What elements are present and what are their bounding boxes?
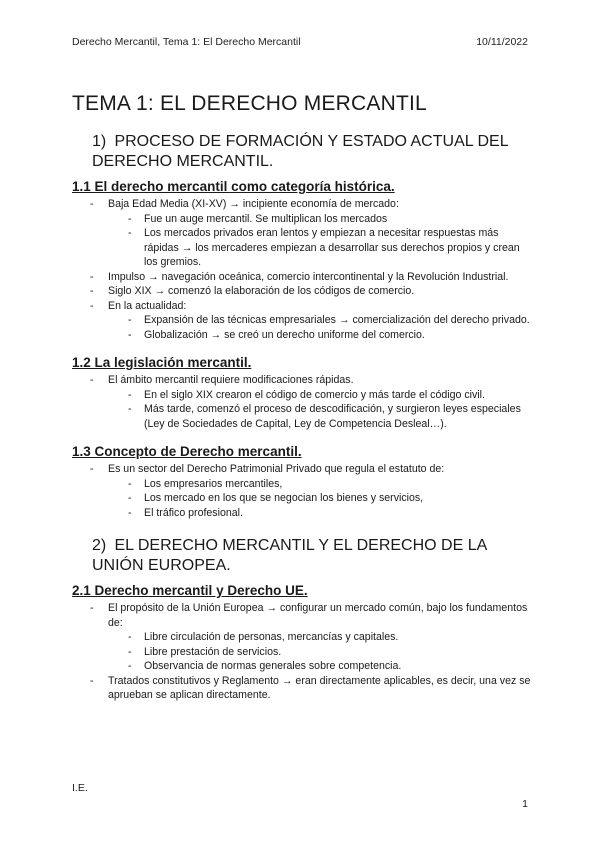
- document-title: TEMA 1: EL DERECHO MERCANTIL: [72, 92, 427, 115]
- part-2-number: 2): [92, 537, 107, 554]
- part-1-number: 1): [92, 133, 107, 150]
- section-1-1-heading: 1.1 El derecho mercantil como categoría histórica.: [72, 179, 395, 194]
- document-body: [72, 92, 532, 703]
- sub-list: [108, 388, 532, 432]
- page-number: 1: [522, 798, 528, 810]
- sub-list: [108, 212, 532, 270]
- sub-list-item: - En el siglo XIX crearon el código de comercio y más tarde el código civil.: [72, 388, 532, 403]
- list-item: [72, 197, 532, 270]
- list-item: [72, 299, 532, 343]
- list-item-text: Es un sector del Derecho Patrimonial Privado que regula el estatuto de:: [108, 463, 445, 475]
- footer-initials: I.E.: [72, 782, 88, 794]
- list-item-text: En la actualidad:: [108, 299, 187, 312]
- header-title: Derecho Mercantil, Tema 1: El Derecho Mercantil: [72, 36, 301, 48]
- sub-list-item: - Fue un auge mercantil. Se multiplican los mercados: [72, 212, 532, 227]
- part-2-title: EL DERECHO MERCANTIL Y EL DERECHO DE LA UNIÓN EUROPEA.: [92, 537, 487, 574]
- sub-list: [108, 630, 532, 674]
- section-1-3-heading: 1.3 Concepto de Derecho mercantil.: [72, 444, 302, 459]
- sub-list-item: - Libre prestación de servicios.: [72, 645, 532, 660]
- section-1-3-list: [72, 462, 532, 520]
- sub-list: [108, 313, 532, 342]
- sub-list-item: - Los mercado en los que se negocian los bienes y servicios,: [72, 491, 532, 506]
- section-1-2-list: [72, 373, 532, 431]
- sub-list-item: - Los mercados privados eran lentos y empiezan a necesitar respuestas más rápidas → los mercaderes empiezan a desarrollar sus derechos propios y crean los gremios.: [72, 226, 532, 270]
- section-2-1-heading: 2.1 Derecho mercantil y Derecho UE.: [72, 583, 308, 598]
- sub-list-item: - Expansión de las técnicas empresariales → comercialización del derecho privado.: [72, 313, 532, 328]
- sub-list-item: - Libre circulación de personas, mercancías y capitales.: [72, 630, 532, 645]
- sub-list-item: - El tráfico profesional.: [72, 506, 532, 521]
- list-item: [72, 462, 532, 520]
- part-1-heading: [92, 132, 532, 172]
- list-item: - Siglo XIX → comenzó la elaboración de los códigos de comercio.: [72, 284, 532, 299]
- section-1-2-heading: 1.2 La legislación mercantil.: [72, 355, 252, 370]
- list-item: [72, 601, 532, 674]
- sub-list-item: - Más tarde, comenzó el proceso de descodificación, y surgieron leyes especiales (Ley de Sociedades de Capital, Ley de Competencia Desleal…).: [72, 402, 532, 431]
- section-2-1-list: [72, 601, 532, 703]
- list-item-text: Baja Edad Media (XI-XV) → incipiente economía de mercado:: [108, 198, 399, 210]
- header-date: 10/11/2022: [476, 36, 528, 48]
- section-1-1-list: [72, 197, 532, 342]
- list-item: - Tratados constitutivos y Reglamento → eran directamente aplicables, es decir, una vez se aprueban se aplican directamente.: [72, 674, 532, 703]
- sub-list-item: - Los empresarios mercantiles,: [72, 477, 532, 492]
- list-item: [72, 373, 532, 431]
- part-2-heading: [92, 536, 532, 576]
- list-item-text: El propósito de la Unión Europea → configurar un mercado común, bajo los fundamentos de:: [108, 602, 528, 629]
- sub-list: [108, 477, 532, 521]
- sub-list-item: - Globalización → se creó un derecho uniforme del comercio.: [72, 328, 532, 343]
- list-item-text: El ámbito mercantil requiere modificaciones rápidas.: [108, 374, 354, 386]
- sub-list-item: - Observancia de normas generales sobre competencia.: [72, 659, 532, 674]
- list-item: - Impulso → navegación oceánica, comercio intercontinental y la Revolución Industrial.: [72, 270, 532, 285]
- part-1-title: PROCESO DE FORMACIÓN Y ESTADO ACTUAL DEL DERECHO MERCANTIL.: [92, 133, 509, 170]
